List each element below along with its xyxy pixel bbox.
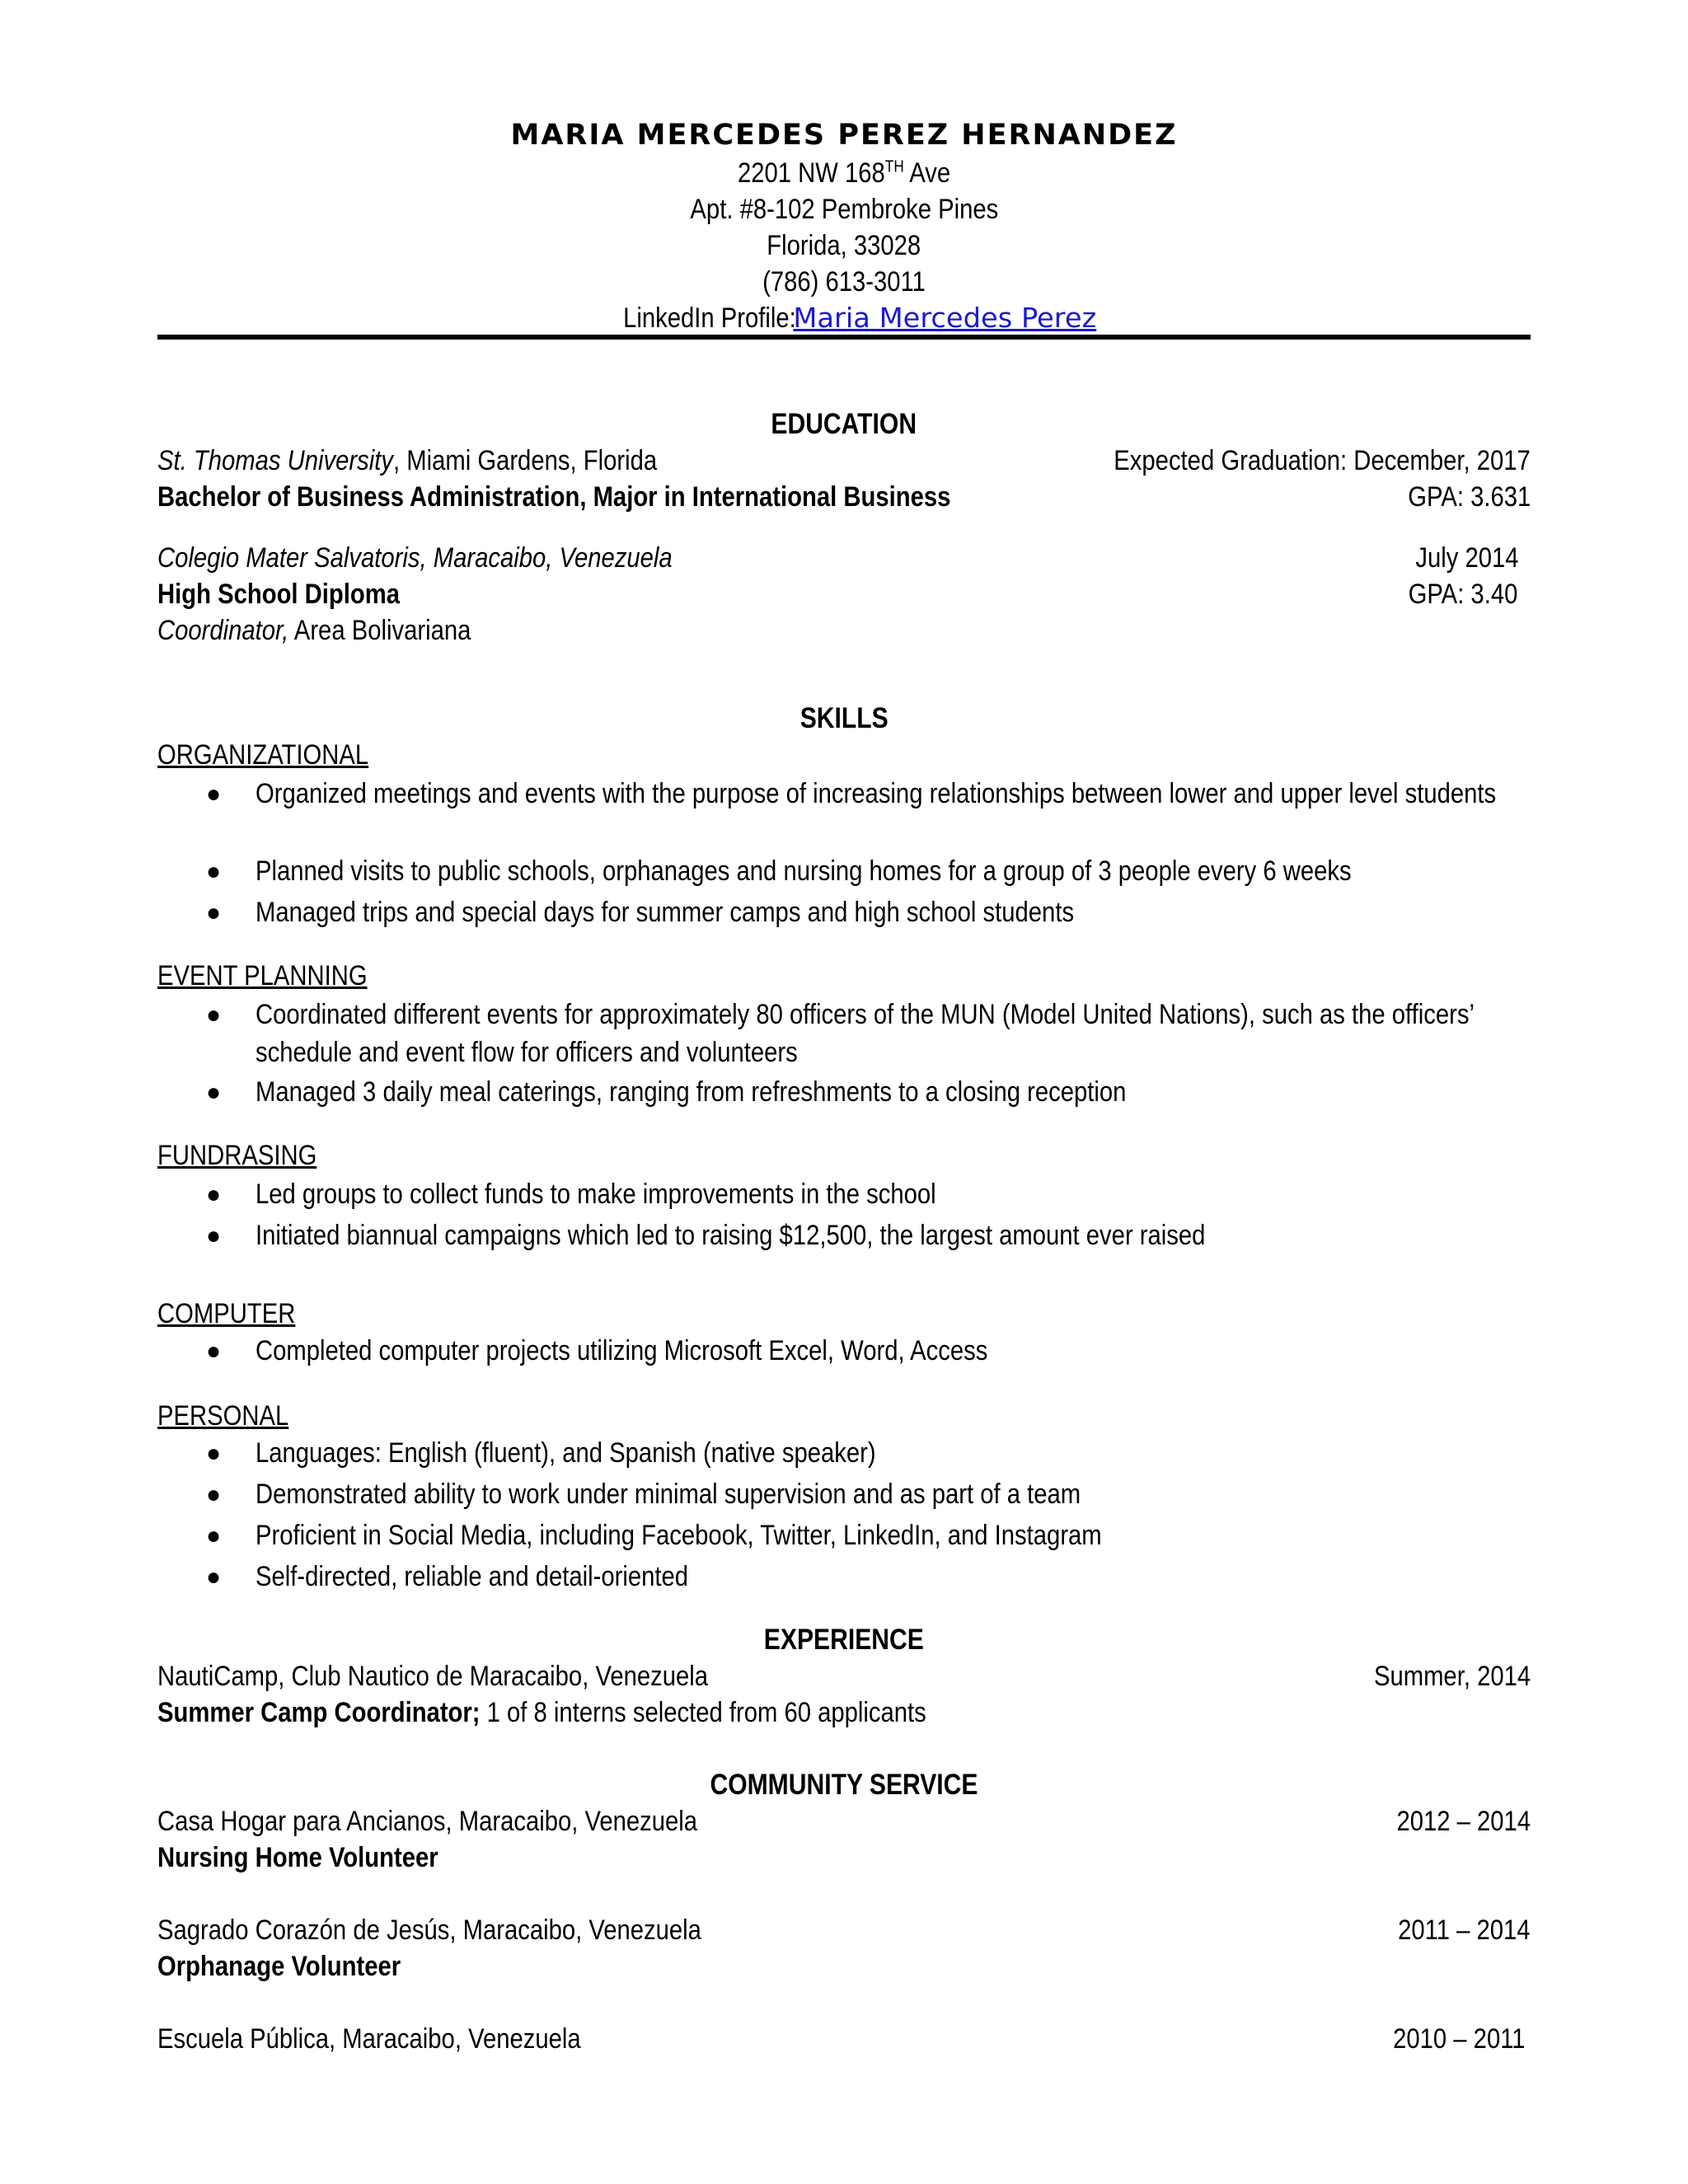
skill-item: Self-directed, reliable and detail-oriented: [256, 1561, 689, 1592]
bullet-icon: ●: [206, 1222, 222, 1249]
phone-number: (786) 613-3011: [762, 266, 926, 298]
skill-item: Organized meetings and events with the purpose of increasing relationships between lower and upper level students: [256, 778, 1497, 809]
skill-item: Managed trips and special days for summer camps and high school students: [256, 897, 1075, 928]
education-entry-university: [157, 443, 1531, 479]
skills-heading: SKILLS: [799, 702, 889, 734]
highschool-role-row: Coordinator, Area Bolivariana: [157, 615, 471, 646]
skill-item: Languages: English (fluent), and Spanish (native speaker): [256, 1437, 876, 1469]
highschool-diploma-row: [157, 576, 1531, 612]
header-divider: [157, 335, 1531, 340]
experience-date: Summer, 2014: [1373, 1661, 1531, 1692]
linkedin-line: LinkedIn Profile:Maria Mercedes Perez: [0, 300, 1688, 336]
highschool-gpa: GPA: 3.40: [1408, 579, 1517, 610]
bullet-icon: ●: [206, 899, 222, 926]
linkedin-profile-link[interactable]: Maria Mercedes Perez: [792, 302, 1096, 334]
skill-item: Managed 3 daily meal caterings, ranging from refreshments to a closing reception: [256, 1076, 1127, 1108]
skills-group-title-computer: COMPUTER: [157, 1298, 296, 1329]
community-role: Nursing Home Volunteer: [157, 1842, 438, 1873]
skill-item: Completed computer projects utilizing Microsoft Excel, Word, Access: [256, 1335, 988, 1366]
community-role: Orphanage Volunteer: [157, 1951, 401, 1982]
university-name: St. Thomas University: [157, 445, 393, 476]
skills-group-title-event-planning: EVENT PLANNING: [157, 960, 368, 991]
skill-item: Initiated biannual campaigns which led to raising $12,500, the largest amount ever raised: [256, 1220, 1206, 1251]
experience-heading: EXPERIENCE: [763, 1624, 925, 1656]
bullet-icon: ●: [206, 1522, 222, 1549]
bullet-icon: ●: [206, 780, 222, 808]
community-entry: Casa Hogar para Ancianos, Maracaibo, Venezuela 2012 – 2014: [157, 1806, 1531, 1837]
experience-title-row: Summer Camp Coordinator; 1 of 8 interns selected from 60 applicants: [157, 1697, 926, 1728]
community-service-heading: COMMUNITY SERVICE: [710, 1769, 978, 1801]
address-line-3: Florida, 33028: [767, 230, 921, 261]
skill-item: Planned visits to public schools, orphanages and nursing homes for a group of 3 people every 6 weeks: [256, 855, 1352, 887]
highschool-diploma: High School Diploma: [157, 579, 401, 610]
bullet-icon: ●: [206, 1181, 222, 1208]
university-degree: Bachelor of Business Administration, Major in International Business: [157, 481, 951, 513]
candidate-name: MARIA MERCEDES PEREZ HERNANDEZ: [510, 119, 1178, 152]
bullet-icon: ●: [206, 1563, 222, 1591]
highschool-name: Colegio Mater Salvatoris, Maracaibo, Venezuela: [157, 542, 673, 574]
education-heading: EDUCATION: [771, 408, 917, 440]
bullet-icon: ●: [206, 1481, 222, 1508]
experience-entry: [157, 1658, 1531, 1694]
community-entry: Escuela Pública, Maracaibo, Venezuela 2010 – 2011: [157, 2023, 1526, 2055]
skills-group-title-personal: PERSONAL: [157, 1400, 289, 1432]
address-line-2: Apt. #8-102 Pembroke Pines: [690, 194, 998, 225]
bullet-icon: ●: [206, 1079, 222, 1106]
address-line-1: 2201 NW 168TH Ave: [737, 157, 951, 189]
skill-item: Coordinated different events for approximately 80 officers of the MUN (Model United Nations), such as the officers’ schedule and event flow for officers and volunteers: [256, 999, 1474, 1068]
university-location: , Miami Gardens, Florida: [392, 445, 658, 476]
education-entry-highschool: [157, 540, 1531, 576]
skills-group-title-fundrasing: FUNDRASING: [157, 1140, 317, 1171]
bullet-icon: ●: [206, 1440, 222, 1467]
community-entry: Sagrado Corazón de Jesús, Maracaibo, Venezuela 2011 – 2014: [157, 1915, 1531, 1946]
skill-item: Demonstrated ability to work under minimal supervision and as part of a team: [256, 1479, 1081, 1510]
bullet-icon: ●: [206, 1338, 222, 1365]
skill-item: Proficient in Social Media, including Facebook, Twitter, LinkedIn, and Instagram: [256, 1520, 1102, 1551]
university-graduation-date: Expected Graduation: December, 2017: [1114, 445, 1531, 476]
skill-item: Led groups to collect funds to make improvements in the school: [256, 1179, 936, 1210]
experience-org: NautiCamp, Club Nautico de Maracaibo, Venezuela: [157, 1661, 709, 1692]
bullet-icon: ●: [206, 858, 222, 885]
skills-group-title-organizational: ORGANIZATIONAL: [157, 739, 369, 771]
university-gpa: GPA: 3.631: [1407, 481, 1531, 513]
education-degree-row: [157, 479, 1531, 515]
highschool-date: July 2014: [1415, 542, 1519, 574]
bullet-icon: ●: [206, 1001, 222, 1029]
